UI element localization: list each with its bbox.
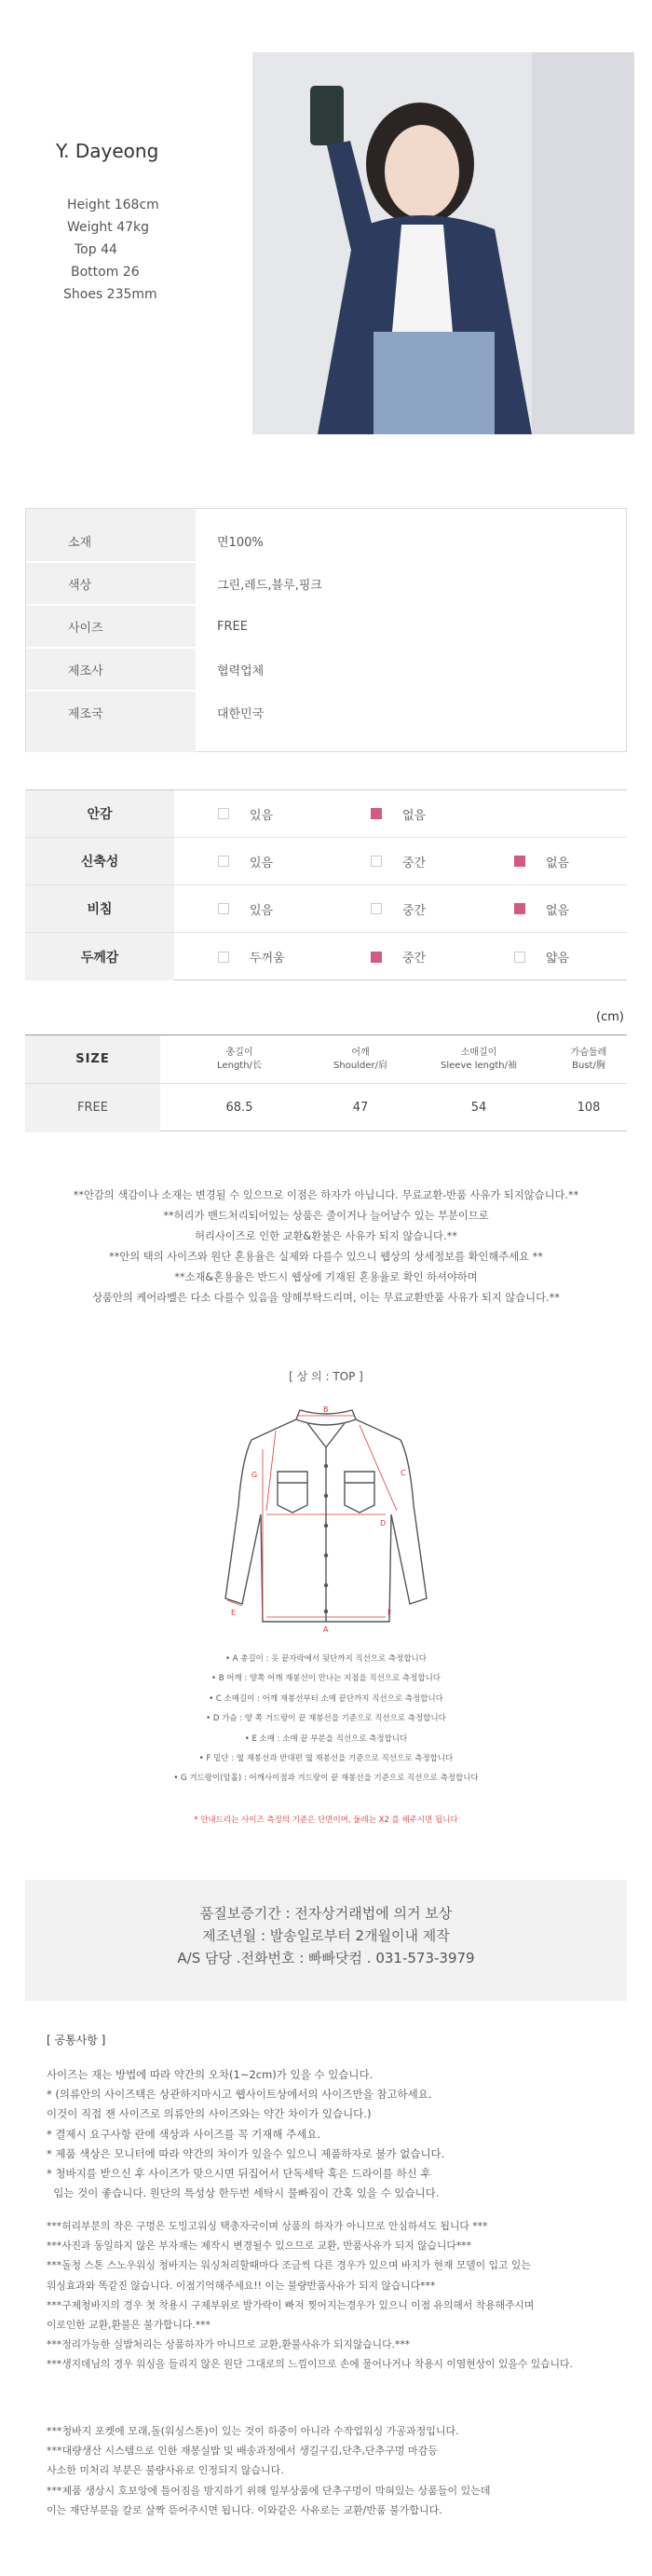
shirt-outline-icon xyxy=(214,1403,438,1636)
feel-row-stretch xyxy=(25,838,627,885)
feel-option: 얇음 xyxy=(514,933,569,980)
note-line: 이로인한 교환,환불은 불가합니다.*** xyxy=(47,2319,211,2332)
checked-box-icon xyxy=(514,903,525,914)
note-line: 입는 것이 좋습니다. 원단의 특성상 한두번 세탁시 물빠짐이 간혹 있을 수 있습니다. xyxy=(47,2186,440,2200)
feel-label: 안감 xyxy=(25,790,174,837)
model-name: Y. Dayeong xyxy=(56,140,159,162)
feel-option-selected: 없음 xyxy=(514,838,569,884)
checkbox-icon xyxy=(218,903,229,914)
checked-box-icon xyxy=(514,856,525,867)
material-value: FREE xyxy=(217,619,248,634)
guarantee-box xyxy=(25,1880,627,2001)
legend-item: • C 소매길이 : 어깨 재봉선부터 소매 끝단까지 직선으로 측정합니다 xyxy=(209,1693,443,1704)
notice-line: 상품안의 케어라벨은 다소 다를수 있음을 양해부탁드리며, 이는 무료교환반품 사유가 되지 않습니다.** xyxy=(92,1292,560,1304)
material-value: 대한민국 xyxy=(217,706,265,721)
notice-line: **안감의 색감이나 소재는 변경될 수 있으므로 이점은 하자가 아닙니다. 무료교환-반품 사유가 되지않습니다.** xyxy=(73,1189,579,1201)
note-line: * 청바지를 받으신 후 사이즈가 맞으시면 뒤집어서 단독세탁 혹은 드라이를 하신 후 xyxy=(47,2167,431,2181)
checked-box-icon xyxy=(371,952,382,963)
common-notes-group-1 xyxy=(47,2065,643,2203)
guarantee-line: 품질보증기간 : 전자상거래법에 의거 보상 xyxy=(199,1905,453,1922)
legend-item: • D 가슴 : 양 쪽 겨드랑이 끝 재봉선을 기준으로 직선으로 측정합니다 xyxy=(206,1714,446,1724)
checkbox-icon xyxy=(371,903,382,914)
note-line: * (의류안의 사이즈택은 상관하지마시고 웹사이트상에서의 사이즈만을 참고하세요. xyxy=(47,2088,432,2102)
note-line: ***사진과 동일하지 않은 부자재는 제작시 변경될수 있으므로 교환, 반품사유가 되지 않습니다*** xyxy=(47,2240,472,2253)
size-value-sleeve: 54 xyxy=(470,1101,487,1116)
note-line: ***제품 생상시 호보앙에 틀어짐을 방지하기 위해 일부상품에 단추구멍이 막혀있는 상품들이 있는데 xyxy=(47,2484,491,2497)
guarantee-line: 제조년월 : 발송일로부터 2개월이내 제작 xyxy=(202,1927,450,1944)
note-line: ***구제청바지의 경우 첫 착용시 구제부위로 발가락이 빠져 찢어지는경우가 있으니 이점 유의해서 착용해주시며 xyxy=(47,2298,535,2311)
legend-item: • B 어깨 : 양쪽 어깨 재봉선이 만나는 지점을 직선으로 측정합니다 xyxy=(211,1674,441,1684)
note-line: 워싱효과와 똑같진 않습니다. 이점기억해주세요!! 이는 불량반품사유가 되지 않습니다*** xyxy=(47,2279,436,2292)
diagram-label-b: B xyxy=(323,1405,329,1414)
feel-row-thickness xyxy=(25,933,627,980)
material-label: 색상 xyxy=(26,563,196,604)
guarantee-line: A/S 담당 .전화번호 : 빠빠닷컴 . 031-573-3979 xyxy=(177,1950,475,1966)
common-notes-title: [ 공통사항 ] xyxy=(47,2034,106,2047)
diagram-label-g: G xyxy=(251,1471,258,1479)
feel-label: 두께감 xyxy=(25,933,174,980)
size-table-row xyxy=(25,1084,627,1132)
feel-option: 있음 xyxy=(218,838,273,884)
feel-option: 중간 xyxy=(371,885,426,932)
note-line: ***청바지 포켓에 모래,돌(워싱스톤)이 있는 것이 하중이 아니라 수작업워싱 가공과정입니다. xyxy=(47,2425,459,2437)
diagram-label-c: C xyxy=(401,1469,406,1477)
model-top: Top 44 xyxy=(75,242,117,257)
size-value-length: 68.5 xyxy=(225,1101,253,1116)
legend-item: • F 밑단 : 옆 재봉선과 반대편 옆 재봉선을 기준으로 직선으로 측정합니다 xyxy=(198,1754,454,1764)
note-line: 사소한 미처리 부분은 불량사유로 인정되지 않습니다. xyxy=(47,2464,284,2477)
feel-option: 있음 xyxy=(218,790,273,837)
feel-option-selected: 중간 xyxy=(371,933,426,980)
legend-item: • A 총길이 : 옷 끝자락에서 뒷단까지 직선으로 측정합니다 xyxy=(225,1654,427,1664)
material-value: 협력업체 xyxy=(217,664,265,678)
size-value-bust: 108 xyxy=(577,1101,601,1116)
feel-row-lining xyxy=(25,790,627,838)
material-label: 사이즈 xyxy=(26,606,196,647)
feel-option: 두꺼움 xyxy=(218,933,285,980)
size-table xyxy=(25,1035,627,1131)
model-photo-illustration xyxy=(252,52,634,434)
material-row xyxy=(26,649,626,690)
legend-item: • G 겨드랑이(암홀) : 어깨사이점과 겨드랑이 끝 재봉선을 기준으로 직선으로 측정합니다 xyxy=(173,1774,479,1784)
model-bottom: Bottom 26 xyxy=(71,265,140,280)
diagram-label-e: E xyxy=(231,1609,237,1617)
notice-line: **허리가 밴드처리되어있는 상품은 줄이거나 늘어날수 있는 부분이므로 xyxy=(163,1210,489,1222)
note-line: 이것이 직접 잰 사이즈로 의류안의 사이즈와는 약간 차이가 있습니다.) xyxy=(47,2107,372,2121)
size-unit: (cm) xyxy=(596,1010,624,1024)
note-line: ***대량생산 시스템으로 인한 재봉실밥 및 배송과정에서 생길구김,단추,단추구멍 마감등 xyxy=(47,2445,438,2458)
checked-box-icon xyxy=(371,808,382,819)
feel-label: 신축성 xyxy=(25,838,174,884)
model-photo xyxy=(252,52,634,434)
notice-line: **안의 택의 사이즈와 원단 혼용율은 실제와 다를수 있으니 웹상의 상세정보를 확인해주세요 ** xyxy=(109,1251,543,1263)
checkbox-icon xyxy=(218,856,229,867)
note-line: 이는 재단부분을 칼로 살짝 뜯어주시면 됩니다. 이와같은 사유로는 교환/반품 불가합니다. xyxy=(47,2503,442,2516)
notice-line: 허리사이즈로 인한 교환&환불은 사유가 되지 않습니다.** xyxy=(195,1230,457,1242)
note-line: ***허리부분의 작은 구멍은 도밍고워싱 택총자국이며 상품의 하자가 아니므로 안심하셔도 됩니다 *** xyxy=(47,2220,488,2232)
material-label: 제조사 xyxy=(26,649,196,690)
material-row xyxy=(26,520,626,561)
model-height: Height 168cm xyxy=(67,198,159,212)
diagram-label-d: D xyxy=(380,1519,387,1528)
size-column-sleeve: 소매길이 Sleeve length/袖 xyxy=(441,1048,517,1071)
material-row xyxy=(26,692,626,733)
diagram-label-f: F xyxy=(387,1609,392,1617)
material-value: 그린,레드,블루,핑크 xyxy=(217,578,322,593)
material-value: 면100% xyxy=(217,535,264,550)
checkbox-icon xyxy=(371,856,382,867)
diagram-label-a: A xyxy=(323,1625,329,1634)
checkbox-icon xyxy=(218,952,229,963)
checkbox-icon xyxy=(218,808,229,819)
feel-option-selected: 없음 xyxy=(514,885,569,932)
feel-label: 비침 xyxy=(25,885,174,932)
note-line: * 제품 색상은 모니터에 따라 약간의 차이가 있을수 있으니 제품하자로 불가 없습니다. xyxy=(47,2146,445,2160)
feel-row-sheerness xyxy=(25,885,627,933)
shirt-diagram xyxy=(214,1403,438,1636)
common-notes-group-3 xyxy=(47,2421,643,2520)
note-line: 사이즈는 재는 방법에 따라 약간의 오차(1~2cm)가 있을 수 있습니다. xyxy=(47,2068,374,2081)
legend-item: • E 소매 : 소매 끝 부분을 직선으로 측정합니다 xyxy=(244,1733,408,1744)
feel-option: 중간 xyxy=(371,838,426,884)
diagram-title: [ 상 의 : TOP ] xyxy=(289,1370,363,1383)
size-head-label: SIZE xyxy=(25,1035,160,1083)
material-row xyxy=(26,606,626,647)
size-row-label: FREE xyxy=(25,1084,160,1132)
size-table-header xyxy=(25,1035,627,1084)
diagram-legend xyxy=(0,1650,652,1789)
note-line: ***생지데님의 경우 워싱을 들리지 않은 원단 그대로의 느낌이므로 손에 물어나거나 착용시 이염현상이 있을수 있습니다. xyxy=(47,2358,573,2371)
size-column-length: 총길이 Length/长 xyxy=(217,1048,262,1071)
common-notes-group-2 xyxy=(47,2216,643,2375)
material-label: 제조국 xyxy=(26,692,196,733)
feel-option-selected: 없음 xyxy=(371,790,426,837)
note-line: * 결제시 요구사항 란에 색상과 사이즈를 꼭 기재해 주세요. xyxy=(47,2127,321,2141)
size-column-shoulder: 어깨 Shoulder/肩 xyxy=(333,1048,387,1071)
measurement-warning: * 안내드리는 사이즈 측정의 기준은 단면이며, 둘레는 X2 를 해주시면 됩니다 xyxy=(194,1816,458,1825)
notice-block xyxy=(0,1185,652,1309)
checkbox-icon xyxy=(514,952,525,963)
notice-line: **소재&혼용율은 반드시 웹상에 기재된 혼용율로 확인 하셔야하며 xyxy=(174,1271,478,1283)
note-line: ***돌청 스톤 스노우워싱 청바지는 워싱처리할때마다 조금씩 다른 경우가 있으며 바지가 현재 모델이 입고 있는 xyxy=(47,2259,531,2272)
fabric-feel-table xyxy=(25,789,627,980)
material-table xyxy=(25,508,627,752)
note-line: ***정리가능한 실밥처리는 상품하자가 아니므로 교환,환불사유가 되지않습니다.*** xyxy=(47,2338,411,2351)
feel-option: 있음 xyxy=(218,885,273,932)
material-label: 소재 xyxy=(26,520,196,561)
model-shoes: Shoes 235mm xyxy=(63,287,157,302)
model-weight: Weight 47kg xyxy=(67,220,150,235)
size-column-bust: 가슴둘레 Bust/胸 xyxy=(570,1048,607,1071)
material-row xyxy=(26,563,626,604)
size-value-shoulder: 47 xyxy=(352,1101,369,1116)
